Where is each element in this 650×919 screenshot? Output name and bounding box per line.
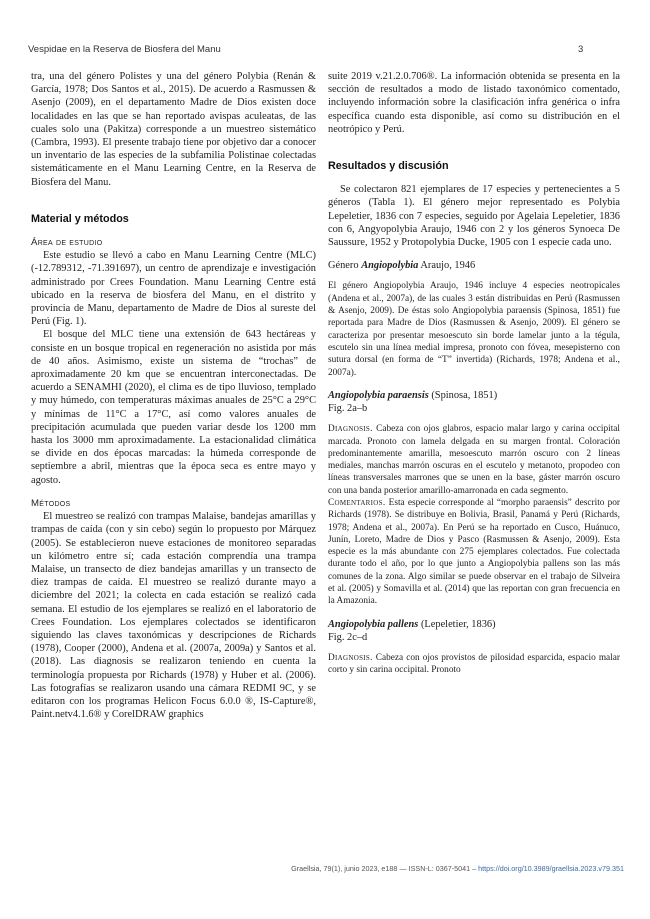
species-2-author: (Lepeletier, 1836) bbox=[418, 618, 496, 630]
species-1-diagnosis-label: Diagnosis. bbox=[328, 424, 373, 435]
species-1-author: (Spinosa, 1851) bbox=[428, 389, 498, 401]
genus-name: Angiopolybia bbox=[361, 260, 419, 272]
subheading-area: Área de estudio bbox=[31, 237, 103, 249]
genus-prefix: Género bbox=[328, 260, 362, 272]
section-heading-resultados: Resultados y discusión bbox=[328, 160, 449, 173]
footer-doi-link[interactable]: https://doi.org/10.3989/graellsia.2023.v79.351 bbox=[478, 864, 624, 873]
left-column bbox=[31, 70, 316, 721]
area-paragraph-1: Este estudio se llevó a cabo en Manu Learning Centre (MLC) (-12.789312, -71.391697), un centro de aprendizaje e investigación administrado por Crees Foundation. Manu Learning Centre está ubicado en la reserva de biosfera del Manu, en el distrito y provincia de Manu, departamento de Madre de Dios al sureste del Perú (Fig. 1). bbox=[31, 250, 316, 328]
resultados-paragraph: Se colectaron 821 ejemplares de 17 especies y pertenecientes a 5 géneros (Tabla 1). El género mejor representado es Polybia Lepeletier, 1836 con 7 especies, seguido por Agelaia Lepeletier, 1836 con 6, Angyopolybia Araujo, 1946 con 2 y los géneros Synoeca De Saussure, 1952 y Protopolybia Ducke, 1905 con 1 especie cada uno. bbox=[328, 184, 620, 249]
species-1-comments-text: Esta especie corresponde al “morpho paraensis” descrito por Richards (1978). Se distribuye en Bolivia, Brasil, Panamá y Perú (Richards, 1978; Andena et al., 2007a). En Perú se ha reportado en Cusco, Huánuco, Junín, Loreto, Madre de Dios y Pasco (Rasmussen & Asenjo, 2009). Esta especie es la más abundante con 275 ejemplares colectados. Fue colectada durante todo el año, por lo que junto a Angiopolybia pallens son las más comunes de la zona. Algo similar se puede observar en el trabajo de Silveira et al. (2005) y Somavilla et al. (2014) que las reportan con gran frecuencia en la Amazonia. bbox=[328, 498, 620, 607]
species-1-comments bbox=[328, 497, 620, 608]
species-1-diagnosis bbox=[328, 423, 620, 497]
species-2-diagnosis-text: Cabeza con ojos provistos de pilosidad esparcida, espacio malar corto y sin carina occipital. Pronoto bbox=[328, 653, 620, 676]
right-column bbox=[328, 70, 620, 677]
footer-citation: Graellsia, 79(1), junio 2023, e188 — ISSN-L: 0367-5041 – bbox=[291, 864, 479, 873]
intro-paragraph-end: tra, una del género Polistes y una del género Polybia (Renán & García, 1978; Dos Santos et al., 2015). De acuerdo a Rasmussen & Asenjo (2009), en el departamento Madre de Dios existen doce localidades en las que se han reportado avispas aculeatas, de las cuales solo una (Pakitza) corresponde a un muestreo sistemático (Cambra, 1993). El presente trabajo tiene por objetivo dar a conocer un inventario de las especies de la subfamilia Polistinae colectadas sistemáticamente en el Manu Learning Centre, en la Reserva de Biosfera del Manu. bbox=[31, 71, 316, 188]
page-number: 3 bbox=[578, 44, 584, 55]
area-paragraph-2: El bosque del MLC tiene una extensión de 643 hectáreas y consiste en un bosque tropical en regeneración no asistida por más de 40 años. Asimismo, existe un sistema de “trochas” de aproximadamente 20 km que se encuentran interconectadas. De acuerdo a SENAMHI (2020), el clima es de tipo lluvioso, templado y muy húmedo, con temperaturas máximas anuales de 25°C a 29°C y mínimas de 11°C a 17°C, así como valores anuales de precipitación acumulada que pueden variar desde los 1200 mm hasta los 3000 mm aproximadamente. La estacionalidad climática se divide en dos épocas marcadas: la húmeda corresponde de septiembre a abril, mientras que la época seca es entre mayo y agosto. bbox=[31, 329, 316, 486]
species-1-diagnosis-text: Cabeza con ojos glabros, espacio malar largo y carina occipital marcada. Pronoto con lamela delgada en su margen frontal. Coloración predominantemente amarilla, mesoescuto marrón oscuro con 2 líneas mediales, manchas marrón oscuras en el escutelo y metanoto, propodeo con líneas transversales marrones que se unen en la base, gáster marrón oscuro con una banda posterior amarillo-amarronada en cada segmento. bbox=[328, 424, 620, 496]
genus-author: Araujo, 1946 bbox=[418, 260, 476, 272]
species-2-heading bbox=[328, 618, 620, 631]
species-1-comments-label: Comentarios. bbox=[328, 498, 386, 508]
genus-description: El género Angiopolybia Araujo, 1946 incluye 4 especies neotropicales (Andena et al., 2007a), de las cuales 3 están distribuidas en Perú (Rasmussen & Asenjo, 2009). De éstas solo Angiopolybia paraensis (Spinosa, 1851) fue reportada para Madre de Dios (Rasmussen & Asenjo, 2009). El género se caracteriza por presentar mesoescuto sin borde lamelar junto a la tégula, escutelo sin una línea medial impresa, pronoto con fóvea, mesepisterno con sutura dorsal (en forma de “T” invertida) (Richards, 1978; Andena et al., 2007a). bbox=[328, 281, 620, 378]
species-2-diagnosis bbox=[328, 652, 620, 677]
section-heading-material: Material y métodos bbox=[31, 212, 129, 225]
metodos-paragraph-end: suite 2019 v.21.2.0.706®. La información obtenida se presenta en la sección de resultados a modo de listado taxonómico comentado, incluyendo información sobre la clasificación infra genérica o infra específica cuando esta disponible, así como su distribución en el neotrópico y Perú. bbox=[328, 71, 620, 135]
species-2-figure-ref: Fig. 2c–d bbox=[328, 631, 368, 643]
species-1-name: Angiopolybia paraensis bbox=[328, 389, 429, 401]
page-footer bbox=[0, 864, 624, 873]
species-1-figure-ref: Fig. 2a–b bbox=[328, 403, 368, 415]
species-2-name: Angiopolybia pallens bbox=[328, 618, 419, 630]
running-header-title: Vespidae en la Reserva de Biosfera del Manu bbox=[28, 44, 221, 55]
genus-heading bbox=[328, 259, 620, 272]
metodos-paragraph: El muestreo se realizó con trampas Malaise, bandejas amarillas y trampas de caída (con y sin cebo) según lo propuesto por Márquez (2005). Se establecieron nueve estaciones de monitoreo separadas un kilómetro entre sí; cada estación comprendía una trampa Malaise, un transecto de diez bandejas amarillas y un transecto de diez trampas de caída. El muestreo se realizó durante mayo a diciembre del 2021; la colecta en cada estación se realizó cada semana. El estudio de los ejemplares se realizó en el laboratorio de Crees Foundation. Los ejemplares colectados se identificaron siguiendo las claves taxonómicas y descripciones de Richards (1978), Cooper (2000), Andena et al. (2007a, 2009a) y Santos et al. (2018). Las diagnosis se realizaron teniendo en cuenta la terminología propuesta por Richards (1978) y Huber et al. (2006). Las fotografías se realizaron usando una cámara REDMI 9C, y se editaron con los programas Helicon Focus 6.0.0 ®, IS-Capture®, Paint.netv4.1.6® y CorelDRAW graphics bbox=[31, 511, 316, 721]
subheading-metodos: Métodos bbox=[31, 497, 71, 509]
species-2-diagnosis-label: Diagnosis. bbox=[328, 653, 373, 664]
species-1-heading bbox=[328, 389, 620, 402]
